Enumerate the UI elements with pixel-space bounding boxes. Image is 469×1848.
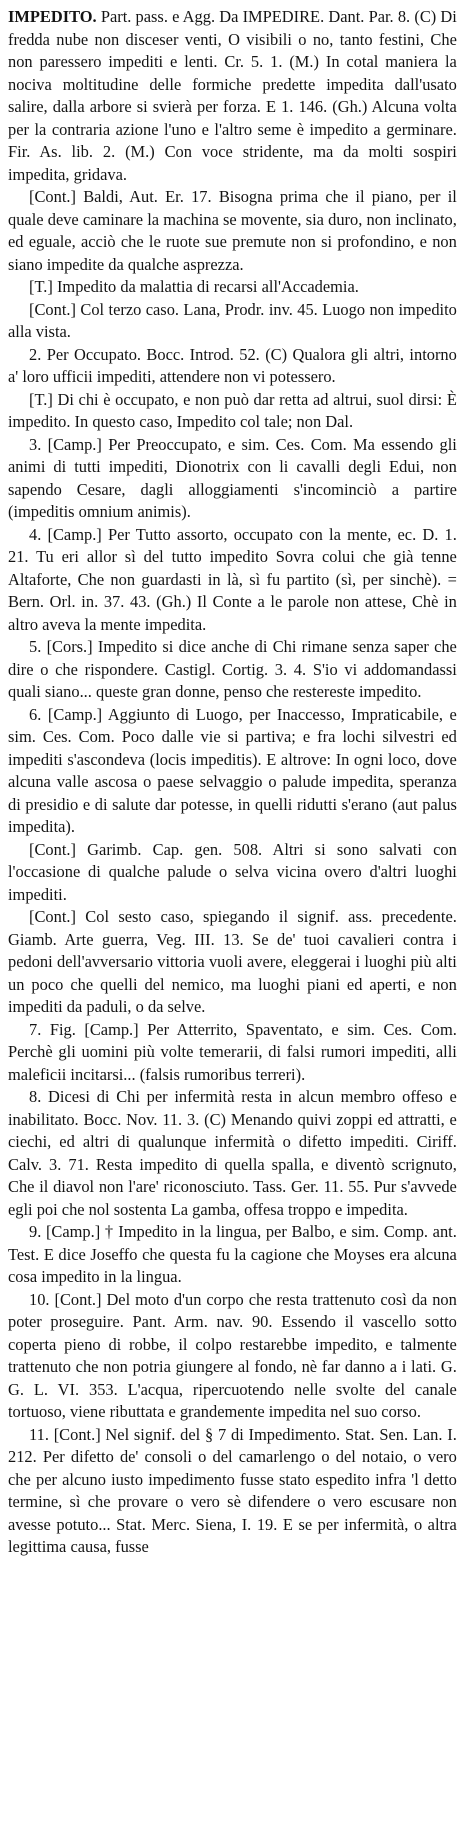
entry-paragraph-5: 2. Per Occupato. Bocc. Introd. 52. (C) Qualora gli altri, intorno a' loro ufficii impediti, attendere non vi potessero. bbox=[8, 344, 457, 386]
entry-paragraph-15: 9. [Camp.] † Impedito in la lingua, per Balbo, e sim. Comp. ant. Test. E dice Joseffo che questa fu la cagione che Moyses era alcuna cosa impedito in la lingua. bbox=[8, 1222, 457, 1286]
entry-paragraph-2: [Cont.] Baldi, Aut. Er. 17. Bisogna prima che il piano, per il quale deve caminare la machina se movente, sia duro, non inclinato, ed eguale, acciò che le ruote sue premute non si profondino, e non siano impedite da qualche asprezza. bbox=[8, 187, 457, 274]
entry-paragraph-14: 8. Dicesi di Chi per infermità resta in alcun membro offeso e inabilitato. Bocc. Nov. 11. 3. (C) Menando quivi zoppi ed attratti, e ciechi, ed altri di qualunque infermità o difetto impediti. Ciriff. Calv. 3. 71. Resta impedito di quella spalla, e diventò scrignuto, Che il diavol non l'are' riconosciuto. Tass. Ger. 11. 55. Pur s'avvede egli poi che nol sostenta La gamba, offesa troppo e impedita. bbox=[8, 1087, 457, 1219]
entry-paragraph-12: [Cont.] Col sesto caso, spiegando il signif. ass. precedente. Giamb. Arte guerra, Veg. III. 13. Se de' tuoi cavalieri contra i pedoni dell'avversario vittoria vuoli avere, eleggerai i luoghi più alti un poco che quelli del nemico, ma luoghi piani ed aperti, e non impediti da paduli, o da selve. bbox=[8, 907, 457, 1016]
entry-paragraph-10: 6. [Camp.] Aggiunto di Luogo, per Inaccesso, Impraticabile, e sim. Ces. Com. Poco dalle vie si partiva; e fra lochi silvestri ed impediti s'ascondeva (locis impeditis). E altrove: In ogni loco, dove alcuna valle ascosa o paese selvaggio o palude impedita, speranza di presidio e di salute dar potesse, in quelli ridutti s'erano (aut palus impedita). bbox=[8, 704, 457, 836]
entry-paragraph-6: [T.] Di chi è occupato, e non può dar retta ad altrui, suol dirsi: È impedito. In questo caso, Impedito col tale; non Dal. bbox=[8, 389, 457, 431]
entry-paragraph-3: [T.] Impedito da malattia di recarsi all'Accademia. bbox=[29, 277, 359, 296]
headword: IMPEDITO. bbox=[8, 7, 97, 26]
entry-paragraph-4: [Cont.] Col terzo caso. Lana, Prodr. inv. 45. Luogo non impedito alla vista. bbox=[8, 299, 457, 341]
entry-paragraph-1 bbox=[8, 6, 457, 186]
entry-text: Part. pass. e Agg. Da IMPEDIRE. Dant. Par. 8. (C) Di fredda nube non disceser venti, O visibili o no, tanto festini, Che non paressero impediti e lenti. Cr. 5. 1. (M.) In cotal maniera la nociva moltitudine delle formiche predette impedita dall'usato salire, dalla arbore si svierà per forza. E 1. 146. (Gh.) Alcuna volta per la contraria azione l'uno e l'altro seme è impedito a germinare. Fir. As. lib. 2. (M.) Con voce stridente, ma da molti sospiri impedita, gridava. bbox=[8, 7, 457, 184]
entry-paragraph-13: 7. Fig. [Camp.] Per Atterrito, Spaventato, e sim. Ces. Com. Perchè gli uomini più volte temerarii, di falsi rumori impediti, alli maleficii incitarsi... (falsis rumoribus terreri). bbox=[8, 1019, 457, 1084]
entry-paragraph-17: 11. [Cont.] Nel signif. del § 7 di Impedimento. Stat. Sen. Lan. I. 212. Per difetto de' consoli o del camarlengo o del notaio, o vero che per alcuno iusto impedimento fusse stato espedito infra 'l detto termine, sì che provare o vero sè difendere o vero escusare non avesse potuto... Stat. Merc. Siena, I. 19. E se per infermità, o altra legittima causa, fusse bbox=[8, 1424, 457, 1556]
entry-paragraph-7: 3. [Camp.] Per Preoccupato, e sim. Ces. Com. Ma essendo gli animi di tutti impediti, Dionotrix con li cavalli degli Edui, non sapendo Cesare, dagli alloggiamenti s'incominciò a partire (impeditis omnium animis). bbox=[8, 434, 457, 521]
entry-paragraph-11: [Cont.] Garimb. Cap. gen. 508. Altri si sono salvati con l'occasione di qualche palude o selva vicina overo d'altri luoghi impediti. bbox=[8, 839, 457, 904]
entry-paragraph-9: 5. [Cors.] Impedito si dice anche di Chi rimane senza saper che dire o che rispondere. Castigl. Cortig. 3. 4. S'io vi addomandassi quali siano... queste gran donne, penso che restereste impedito. bbox=[8, 637, 457, 701]
entry-paragraph-8: 4. [Camp.] Per Tutto assorto, occupato con la mente, ec. D. 1. 21. Tu eri allor sì del tutto impedito Sovra colui che già tenne Altaforte, Che non guardasti in là, sì fu partito (sì, per sinchè). = Bern. Orl. in. 37. 43. (Gh.) Il Conte a le parole non attese, Chè in altro aveva la mente impedita. bbox=[8, 524, 457, 634]
entry-paragraph-16: 10. [Cont.] Del moto d'un corpo che resta trattenuto così da non poter proseguire. Pant. Arm. nav. 90. Essendo il vascello sotto coperta pieno di robbe, il colpo restarebbe impedito, e talmente trattenuto che non potria giungere al fondo, nè far danno a i lati. G. G. L. VI. 353. L'acqua, ripercuotendo nelle svolte del canale tortuoso, viene ributtata e grandemente impedita nel suo corso. bbox=[8, 1289, 457, 1421]
dictionary-entry bbox=[8, 6, 457, 1559]
